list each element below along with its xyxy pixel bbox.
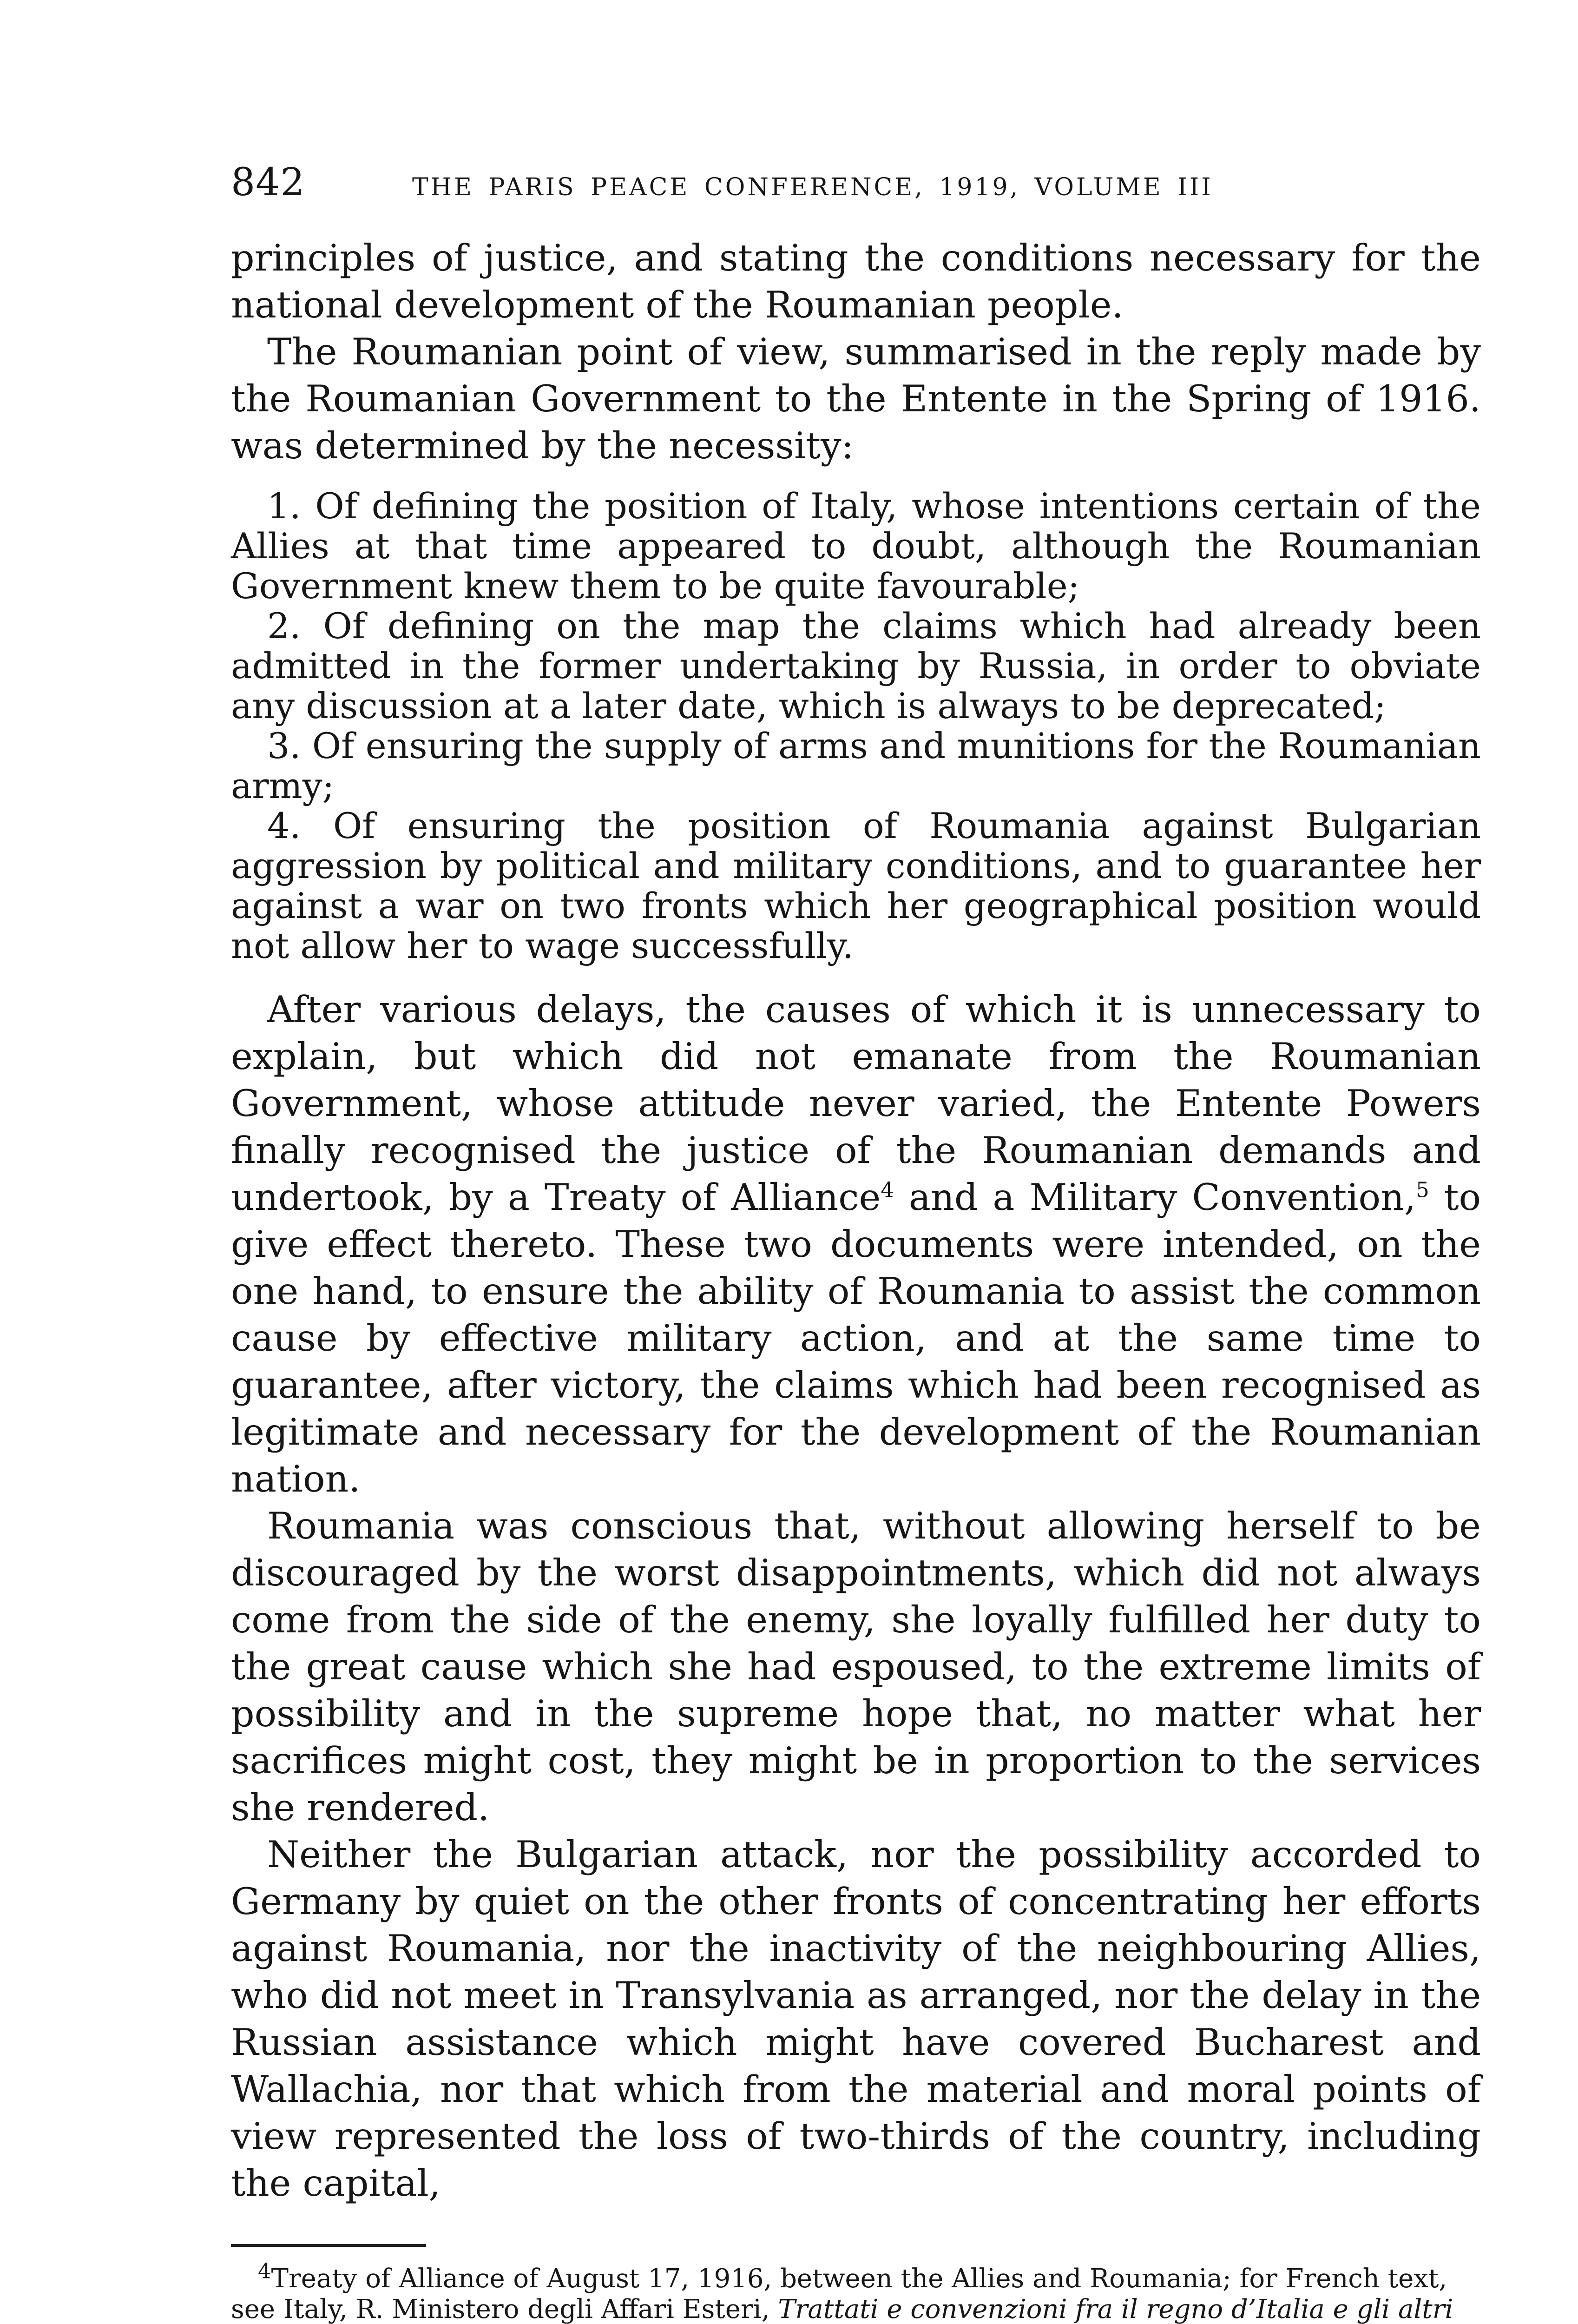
numbered-list	[231, 486, 1481, 966]
paragraph: principles of justice, and stating the conditions necessary for the national development of the Roumanian people.	[231, 237, 1481, 326]
footnote-divider	[231, 2244, 426, 2247]
paragraph: The Roumanian point of view, summarised in the reply made by the Roumanian Government to the Entente in the Spring of 1916. was determined by the necessity:	[231, 330, 1481, 467]
footnote	[231, 2258, 1481, 2324]
footnote-reference: 4	[881, 1177, 894, 1202]
paragraph-text: After various delays, the causes of which it is unnecessary to explain, but which did not emanate from the Roumanian Government, whose attitude never varied, the Entente Powers finally recognised the justice of the Roumanian demands and undertook, by a Treaty of Alliance	[231, 988, 1481, 1219]
list-item: 4. Of ensuring the position of Roumania against Bulgarian aggression by political and military conditions, and to guarantee her against a war on two fronts which her geographical position would not allow her to wage successfully.	[231, 805, 1481, 966]
paragraph: Neither the Bulgarian attack, nor the possibility accorded to Germany by quiet on the other fronts of concentrating her efforts against Roumania, nor the inactivity of the neighbouring Allies, who did not meet in Transylvania as arranged, nor the delay in the Russian assistance which might have covered Bucharest and Wallachia, nor that which from the material and moral points of view represented the loss of two-thirds of the country, including the capital,	[231, 1833, 1481, 2205]
page-number: 842	[231, 160, 305, 205]
paragraph	[231, 986, 1481, 1503]
footnote-text: Treaty of Alliance of August 17, 1916, between the Allies and Roumania; for French text, see Italy, R. Ministero degli Affari Esteri,	[231, 2264, 1447, 2324]
paragraph: Roumania was conscious that, without allowing herself to be discouraged by the worst disappointments, which did not always come from the side of the enemy, she loyally fulfilled her duty to the great cause which she had espoused, to the extreme limits of possibility and in the supreme hope that, no matter what her sacrifices might cost, they might be in proportion to the services she rendered.	[231, 1505, 1481, 1829]
footnotes	[231, 2258, 1481, 2324]
footnote-mark: 4	[258, 2258, 271, 2284]
footnote-reference: 5	[1416, 1177, 1429, 1202]
body-text	[231, 235, 1481, 2207]
document-page	[231, 160, 1481, 2324]
footnote-italic: Trattati e convenzioni fra il regno d’Italia e gli altri	[778, 2294, 1453, 2324]
paragraph-text: to give effect thereto. These two documents were intended, on the one hand, to ensure the ability of Roumania to assist the common cause by effective military action, and at the same time to guarantee, after victory, the claims which had been recognised as legitimate and necessary for the development of the Roumanian nation.	[231, 1176, 1481, 1500]
running-title: THE PARIS PEACE CONFERENCE, 1919, VOLUME III	[412, 173, 1213, 201]
list-item: 3. Of ensuring the supply of arms and munitions for the Roumanian army;	[231, 725, 1481, 806]
page-header	[231, 160, 1481, 212]
list-item: 2. Of defining on the map the claims which had already been admitted in the former undertaking by Russia, in order to obviate any discussion at a later date, which is always to be deprecated;	[231, 605, 1481, 726]
list-item: 1. Of defining the position of Italy, whose intentions certain of the Allies at that time appeared to doubt, although the Roumanian Government knew them to be quite favourable;	[231, 485, 1481, 607]
paragraph-text: and a Military Convention,	[894, 1176, 1416, 1219]
